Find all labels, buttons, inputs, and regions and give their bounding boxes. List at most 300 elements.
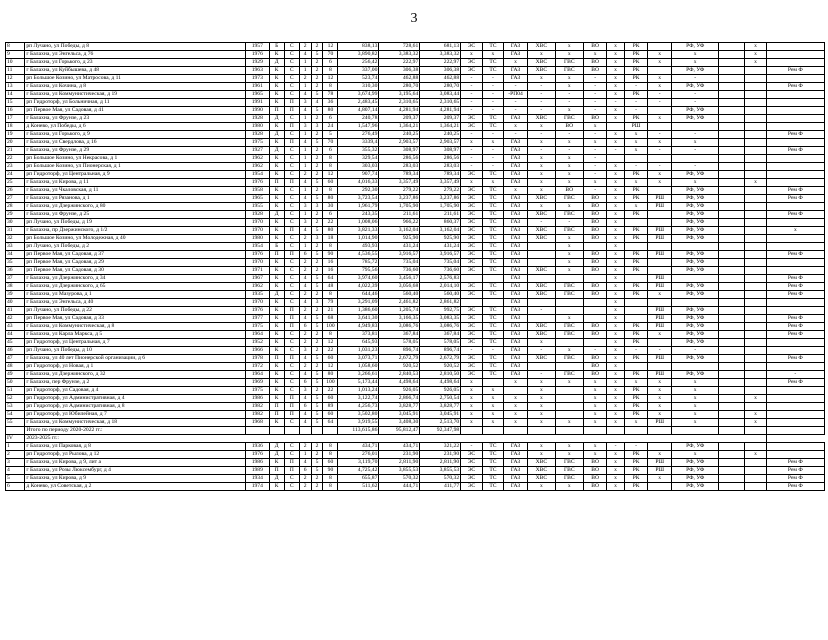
service-cell xyxy=(745,275,767,283)
service-cell: х xyxy=(672,179,719,187)
row-number-cell: 1 xyxy=(6,443,25,451)
service-cell: РК xyxy=(624,43,648,51)
service-cell xyxy=(766,163,824,171)
service-cell xyxy=(719,91,745,99)
service-cell xyxy=(766,403,824,411)
service-cell: х xyxy=(504,411,528,419)
floors-cell: 2 xyxy=(299,363,311,371)
service-cell: ТС xyxy=(482,467,504,475)
service-cell: ХВС xyxy=(527,283,555,291)
service-cell: х xyxy=(504,419,528,427)
service-cell: х xyxy=(527,155,555,163)
area-living-cell: 3,045,91 xyxy=(379,411,420,419)
total-area-total-cell: 113,615,86 xyxy=(338,427,379,435)
service-cell: ЭС xyxy=(461,475,483,483)
service-cell: ГАЗ xyxy=(504,243,528,251)
service-cell: - xyxy=(482,91,504,99)
service-cell xyxy=(719,315,745,323)
area-residential-cell: 279,22 xyxy=(420,187,461,195)
service-cell xyxy=(672,123,719,131)
material-cell: Д xyxy=(269,451,284,459)
service-cell: ХВС xyxy=(527,227,555,235)
material-cell: Д xyxy=(269,59,284,67)
service-cell: РК xyxy=(624,115,648,123)
service-cell: РФ, УФ xyxy=(672,483,719,491)
area-residential-cell: 992,75 xyxy=(420,307,461,315)
service-cell: - xyxy=(461,99,483,107)
address-cell: г Балахна, пр Дзержинского, д 1/2 xyxy=(25,227,246,235)
apartments-cell: 100 xyxy=(323,379,338,387)
service-cell xyxy=(745,203,767,211)
service-cell: х xyxy=(607,363,624,371)
house-row xyxy=(6,291,825,299)
area-living-cell: 570,32 xyxy=(379,475,420,483)
service-cell xyxy=(624,275,648,283)
service-cell xyxy=(583,339,607,347)
service-cell: ГАЗ xyxy=(504,147,528,155)
house-row xyxy=(6,363,825,371)
address-cell: г Балахна, ул Дзержинского, д 65 xyxy=(25,283,246,291)
empty-cell xyxy=(245,427,269,435)
service-cell: Рем Ф xyxy=(766,275,824,283)
service-cell: РК xyxy=(624,251,648,259)
service-cell xyxy=(766,179,824,187)
service-cell: - xyxy=(648,99,672,107)
floors-cell: 2 xyxy=(299,483,311,491)
area-residential-cell: 2,310,65 xyxy=(420,99,461,107)
entrances-cell: 2 xyxy=(311,483,323,491)
service-cell: ГАЗ xyxy=(504,371,528,379)
service-cell xyxy=(648,123,672,131)
service-cell: - xyxy=(583,131,607,139)
area-residential-cell: 231,90 xyxy=(420,451,461,459)
service-cell: РШ xyxy=(648,251,672,259)
service-cell xyxy=(719,179,745,187)
service-cell: ГАЗ xyxy=(504,43,528,51)
area-residential-cell: 306,38 xyxy=(420,67,461,75)
apartments-cell: 21 xyxy=(323,307,338,315)
empty-cell xyxy=(269,427,284,435)
service-cell xyxy=(745,371,767,379)
area-residential-cell: 286,56 xyxy=(420,155,461,163)
year-cell: 1965 xyxy=(245,91,269,99)
area-living-cell: 3,195,64 xyxy=(379,91,420,99)
area-living-cell: 3,456,17 xyxy=(379,275,420,283)
floors-cell: 1 xyxy=(299,67,311,75)
service-cell xyxy=(648,259,672,267)
apartments-cell: 8 xyxy=(323,451,338,459)
service-cell: ХВС xyxy=(527,267,555,275)
entrances-cell: 4 xyxy=(311,99,323,107)
service-cell: ВО xyxy=(583,227,607,235)
service-cell: х xyxy=(607,51,624,59)
area-total-cell: 1,031,23 xyxy=(338,347,379,355)
service-cell: Рем Ф xyxy=(766,67,824,75)
material-cell: К xyxy=(269,419,284,427)
service-cell: ВО xyxy=(583,267,607,275)
service-cell: х xyxy=(745,59,767,67)
wall-type-cell: С xyxy=(284,387,299,395)
area-living-cell: 231,90 xyxy=(379,451,420,459)
area-total-cell: 292,30 xyxy=(338,187,379,195)
service-cell: ГАЗ xyxy=(504,355,528,363)
year-cell: 1986 xyxy=(245,395,269,403)
service-cell: х xyxy=(555,179,583,187)
service-cell: х xyxy=(766,227,824,235)
floors-cell: 2 xyxy=(299,43,311,51)
service-cell: РФ, УФ xyxy=(672,467,719,475)
service-cell: - xyxy=(527,131,555,139)
wall-type-cell: С xyxy=(284,187,299,195)
material-cell: К xyxy=(269,363,284,371)
service-cell: ХВС xyxy=(527,67,555,75)
service-cell xyxy=(719,123,745,131)
year-cell: 1965 xyxy=(245,195,269,203)
service-cell: х xyxy=(583,51,607,59)
service-cell: х xyxy=(583,139,607,147)
service-cell: ХВС xyxy=(527,291,555,299)
service-cell: ЭС xyxy=(461,267,483,275)
area-residential-cell: 3,083,44 xyxy=(420,91,461,99)
service-cell xyxy=(719,331,745,339)
service-cell: х xyxy=(555,235,583,243)
service-cell: х xyxy=(607,43,624,51)
service-cell: РК xyxy=(624,475,648,483)
address-cell: д Конево, ул Советская, д 2 xyxy=(25,483,246,491)
service-cell: ХВС xyxy=(527,235,555,243)
year-cell: 1982 xyxy=(245,411,269,419)
service-cell: ВО xyxy=(583,203,607,211)
service-cell: ЭС xyxy=(461,307,483,315)
row-number-cell: 42 xyxy=(6,315,25,323)
service-cell: ЭС xyxy=(461,67,483,75)
material-cell: К xyxy=(269,139,284,147)
empty-cell xyxy=(527,427,555,435)
wall-type-cell: С xyxy=(284,379,299,387)
service-cell: ЭС xyxy=(461,195,483,203)
service-cell: ТС xyxy=(482,459,504,467)
service-cell: РФ, УФ xyxy=(672,171,719,179)
service-cell: - xyxy=(527,347,555,355)
house-row xyxy=(6,107,825,115)
entrances-cell: 5 xyxy=(311,419,323,427)
service-cell xyxy=(766,91,824,99)
service-cell: ЭС xyxy=(461,219,483,227)
apartments-cell: 8 xyxy=(323,243,338,251)
apartments-cell: 60 xyxy=(323,179,338,187)
wall-type-cell: С xyxy=(284,443,299,451)
year-cell: 1970 xyxy=(245,227,269,235)
service-cell: - xyxy=(504,83,528,91)
house-row xyxy=(6,387,825,395)
service-cell: ГАЗ xyxy=(504,315,528,323)
service-cell xyxy=(527,259,555,267)
area-residential-cell: 209,37 xyxy=(420,115,461,123)
service-cell: РК xyxy=(624,91,648,99)
area-total-cell: 4,016,33 xyxy=(338,179,379,187)
area-residential-cell: 3,083,35 xyxy=(420,315,461,323)
service-cell: ХВС xyxy=(527,323,555,331)
apartments-cell: 60 xyxy=(323,411,338,419)
service-cell: - xyxy=(461,443,483,451)
area-total-cell: 4,807,14 xyxy=(338,107,379,115)
service-cell: Рем Ф xyxy=(766,187,824,195)
service-cell xyxy=(648,211,672,219)
service-cell: х xyxy=(607,379,624,387)
material-cell: П xyxy=(269,355,284,363)
service-cell: РК xyxy=(624,411,648,419)
area-living-cell: 560,40 xyxy=(379,291,420,299)
service-cell: х xyxy=(482,179,504,187)
year-cell: 1986 xyxy=(245,459,269,467)
address-cell: рп Первое Мая, ул Садовая, д 41 xyxy=(25,107,246,115)
service-cell: х xyxy=(482,419,504,427)
row-number-cell: 44 xyxy=(6,331,25,339)
service-cell: х xyxy=(527,171,555,179)
service-cell xyxy=(719,347,745,355)
area-living-cell: 3,237,86 xyxy=(379,195,420,203)
area-residential-cell: 2,513,70 xyxy=(420,419,461,427)
housing-table xyxy=(5,42,825,491)
area-living-cell: 578,05 xyxy=(379,339,420,347)
material-cell: К xyxy=(269,195,284,203)
area-living-cell: 1,705,90 xyxy=(379,203,420,211)
material-cell: К xyxy=(269,267,284,275)
service-cell: - xyxy=(648,163,672,171)
area-residential-cell: 2,672,79 xyxy=(420,355,461,363)
service-cell: х xyxy=(607,163,624,171)
wall-type-cell: П xyxy=(284,123,299,131)
service-cell xyxy=(766,363,824,371)
area-residential-cell: 578,05 xyxy=(420,339,461,347)
service-cell: х xyxy=(648,115,672,123)
wall-type-cell: С xyxy=(284,283,299,291)
row-number-cell: 29 xyxy=(6,211,25,219)
service-cell: ВО xyxy=(583,483,607,491)
address-cell: рп Большое Козино, ул Молодежная, д 40 xyxy=(25,235,246,243)
service-cell: РФ, УФ xyxy=(672,355,719,363)
service-cell: х xyxy=(555,259,583,267)
service-cell: ГАЗ xyxy=(504,171,528,179)
service-cell: х xyxy=(672,379,719,387)
material-cell: К xyxy=(269,339,284,347)
service-cell: - xyxy=(672,131,719,139)
service-cell: ГАЗ xyxy=(504,331,528,339)
service-cell: ВО xyxy=(583,67,607,75)
wall-type-cell: П xyxy=(284,395,299,403)
service-cell: - xyxy=(648,91,672,99)
entrances-cell: 2 xyxy=(311,155,323,163)
row-number-cell: 24 xyxy=(6,171,25,179)
service-cell: Рем Ф xyxy=(766,331,824,339)
area-living-cell: 3,916,57 xyxy=(379,251,420,259)
service-cell: х xyxy=(672,395,719,403)
service-cell: - xyxy=(624,443,648,451)
apartments-cell: 36 xyxy=(323,99,338,107)
material-cell: К xyxy=(269,99,284,107)
service-cell xyxy=(745,251,767,259)
area-total-cell: 4,256,73 xyxy=(338,403,379,411)
material-cell: К xyxy=(269,387,284,395)
material-cell: К xyxy=(269,163,284,171)
area-living-cell: 444,71 xyxy=(379,483,420,491)
service-cell: ВО xyxy=(555,187,583,195)
material-cell: Д xyxy=(269,131,284,139)
wall-type-cell: С xyxy=(284,67,299,75)
service-cell xyxy=(766,107,824,115)
service-cell: - xyxy=(583,347,607,355)
entrances-cell: 5 xyxy=(311,51,323,59)
entrances-cell: 2 xyxy=(311,451,323,459)
material-cell: К xyxy=(269,171,284,179)
address-cell: рп Гидроторф, ул Административная, д 8 xyxy=(25,403,246,411)
service-cell xyxy=(527,363,555,371)
service-cell: РК xyxy=(624,291,648,299)
address-cell: рп Гидроторф, ул Больничная, д 11 xyxy=(25,99,246,107)
service-cell xyxy=(766,339,824,347)
entrances-cell: 5 xyxy=(311,459,323,467)
service-cell: РФ, УФ xyxy=(672,227,719,235)
area-living-cell: 3,408,30 xyxy=(379,419,420,427)
row-number-cell: 45 xyxy=(6,339,25,347)
year-cell: 1962 xyxy=(245,163,269,171)
apartments-cell: 8 xyxy=(323,475,338,483)
service-cell: РШ xyxy=(648,275,672,283)
service-cell: ТС xyxy=(482,219,504,227)
house-row xyxy=(6,211,825,219)
area-living-cell: 3,357,49 xyxy=(379,179,420,187)
area-total-cell: 303,03 xyxy=(338,163,379,171)
service-cell: х xyxy=(672,451,719,459)
area-residential-cell: 462,88 xyxy=(420,75,461,83)
service-cell: РШ xyxy=(648,355,672,363)
service-cell: - xyxy=(648,147,672,155)
service-cell xyxy=(719,251,745,259)
service-cell xyxy=(745,459,767,467)
wall-type-cell: С xyxy=(284,43,299,51)
area-total-cell: 655,87 xyxy=(338,475,379,483)
row-number-cell: 47 xyxy=(6,355,25,363)
area-total-cell: 907,74 xyxy=(338,171,379,179)
service-cell: х xyxy=(607,451,624,459)
house-row xyxy=(6,187,825,195)
service-cell: х xyxy=(607,219,624,227)
address-cell: рп Лучано, ул Победы, д 22 xyxy=(25,307,246,315)
service-cell: РФ, УФ xyxy=(672,83,719,91)
material-cell: Д xyxy=(269,211,284,219)
area-residential-cell: 280,70 xyxy=(420,83,461,91)
service-cell: РФ, УФ xyxy=(672,203,719,211)
area-total-cell: 276,01 xyxy=(338,451,379,459)
entrances-cell: 2 xyxy=(311,43,323,51)
area-total-cell: 645,93 xyxy=(338,339,379,347)
entrances-cell: 3 xyxy=(311,235,323,243)
year-cell: 1962 xyxy=(245,283,269,291)
house-row xyxy=(6,99,825,107)
year-cell: 1982 xyxy=(245,403,269,411)
material-cell: П xyxy=(269,107,284,115)
service-cell: - xyxy=(461,75,483,83)
material-cell: К xyxy=(269,259,284,267)
service-cell: х xyxy=(555,107,583,115)
row-number-cell: 22 xyxy=(6,155,25,163)
service-cell: ТС xyxy=(482,483,504,491)
floors-cell: 1 xyxy=(299,451,311,459)
service-cell xyxy=(745,267,767,275)
service-cell xyxy=(766,75,824,83)
service-cell: Рем Ф xyxy=(766,83,824,91)
service-cell xyxy=(766,219,824,227)
service-cell: х xyxy=(607,235,624,243)
floors-cell: 3 xyxy=(299,219,311,227)
service-cell: - xyxy=(461,131,483,139)
total-area-living-cell: 95,812,47 xyxy=(379,427,420,435)
service-cell: ГАЗ xyxy=(504,227,528,235)
material-cell: К xyxy=(269,483,284,491)
area-living-cell: 3,828,77 xyxy=(379,403,420,411)
apartments-cell: 70 xyxy=(323,51,338,59)
service-cell: ГАЗ xyxy=(504,139,528,147)
wall-type-cell: С xyxy=(284,331,299,339)
entrances-cell: 5 xyxy=(311,275,323,283)
service-cell: - xyxy=(648,347,672,355)
service-cell: Рем Ф xyxy=(766,483,824,491)
material-cell: П xyxy=(269,467,284,475)
floors-cell: 3 xyxy=(299,123,311,131)
area-residential-cell: 735,04 xyxy=(420,259,461,267)
wall-type-cell: П xyxy=(284,403,299,411)
service-cell: х xyxy=(607,283,624,291)
row-number-cell: 25 xyxy=(6,179,25,187)
address-cell: рп Лучано, ул Победы, д 8 xyxy=(25,43,246,51)
house-row xyxy=(6,179,825,187)
service-cell xyxy=(719,451,745,459)
area-total-cell: 337,00 xyxy=(338,67,379,75)
service-cell: РФ, УФ xyxy=(672,307,719,315)
wall-type-cell: С xyxy=(284,339,299,347)
service-cell xyxy=(719,483,745,491)
service-cell: - xyxy=(461,155,483,163)
floors-cell: 1 xyxy=(299,187,311,195)
service-cell xyxy=(555,275,583,283)
service-cell: - xyxy=(583,171,607,179)
service-cell xyxy=(745,283,767,291)
year-cell: 1928 xyxy=(245,115,269,123)
service-cell: ГАЗ xyxy=(504,307,528,315)
service-cell: х xyxy=(648,179,672,187)
service-cell: х xyxy=(527,483,555,491)
service-cell: ГАЗ xyxy=(504,251,528,259)
service-cell: ЭС xyxy=(461,123,483,131)
service-cell: ВО xyxy=(583,467,607,475)
service-cell xyxy=(555,339,583,347)
service-cell xyxy=(745,139,767,147)
area-living-cell: 211,61 xyxy=(379,211,420,219)
material-cell: Д xyxy=(269,291,284,299)
service-cell xyxy=(766,139,824,147)
empty-cell xyxy=(672,427,719,435)
service-cell xyxy=(648,267,672,275)
material-cell: К xyxy=(269,315,284,323)
area-residential-cell: 3,086,76 xyxy=(420,323,461,331)
service-cell: - xyxy=(555,91,583,99)
area-residential-cell: 2,811,90 xyxy=(420,459,461,467)
service-cell: ТС xyxy=(482,475,504,483)
row-number-cell: 40 xyxy=(6,299,25,307)
service-cell: - xyxy=(607,99,624,107)
house-row xyxy=(6,171,825,179)
service-cell: х xyxy=(555,251,583,259)
